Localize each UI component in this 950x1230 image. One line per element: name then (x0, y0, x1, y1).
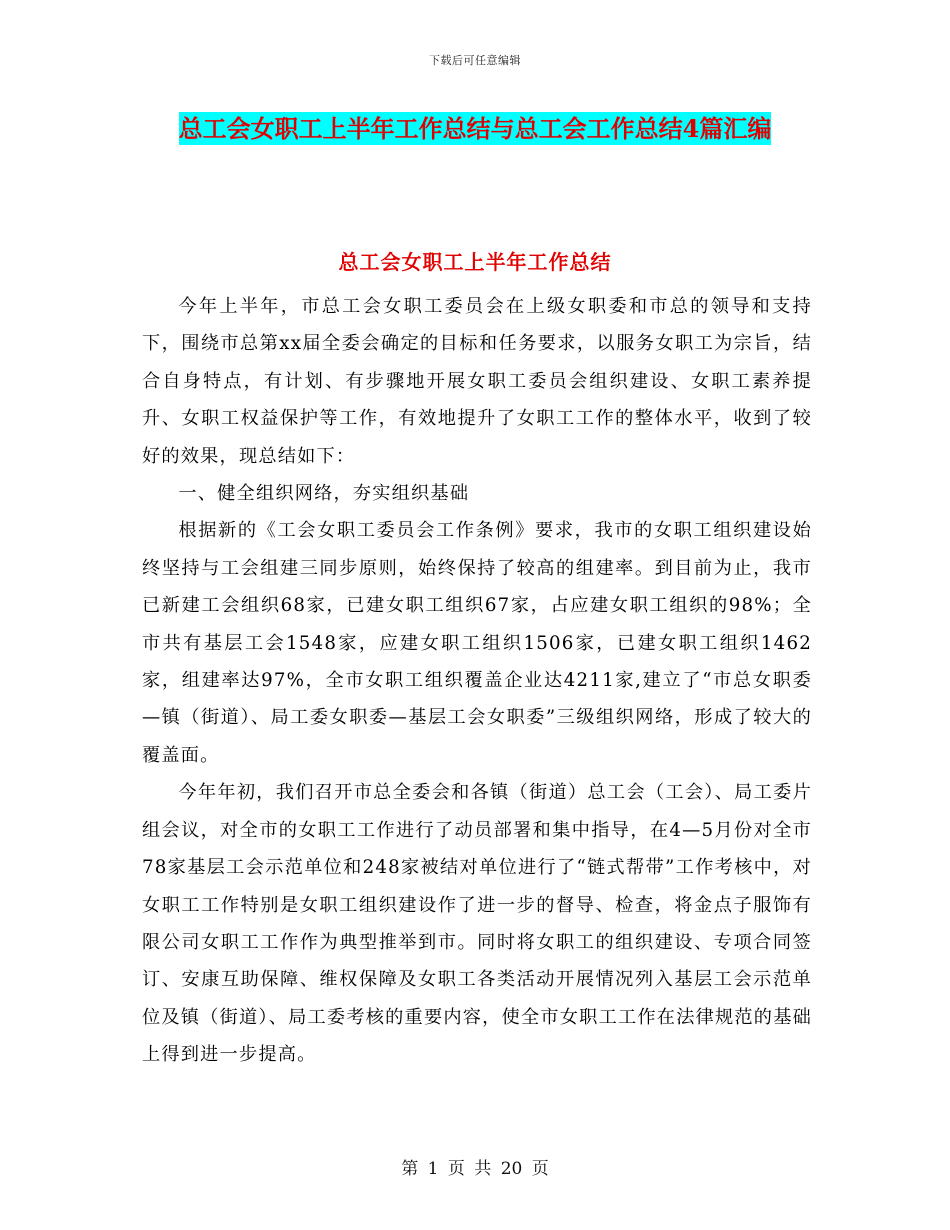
header-note: 下载后可任意编辑 (429, 54, 521, 67)
document-title (140, 106, 810, 152)
document-body (142, 288, 812, 1074)
paragraph-meeting: 今年年初，我们召开市总全委会和各镇（街道）总工会（工会）、局工委片组会议，对全市的女职工工作进行了动员部署和集中指导，在4—5月份对全市78家基层工会示范单位和248家被结对单位进行了“链式帮带”工作考核中，对女职工工作特别是女职工组织建设作了进一步的督导、检查，将金点子服饰有限公司女职工工作作为典型推举到市。同时将女职工的组织建设、专项合同签订、安康互助保障、维权保障及女职工各类活动开展情况列入基层工会示范单位及镇（街道）、局工委考核的重要内容，使全市女职工工作在法律规范的基础上得到进一步提高。 (142, 782, 812, 1066)
document-title-text: 总工会女职工上半年工作总结与总工会工作总结4篇汇编 (178, 114, 772, 143)
section-title: 总工会女职工上半年工作总结 (338, 250, 612, 274)
paragraph-heading-1: 一、健全组织网络，夯实组织基础 (178, 483, 470, 505)
paragraph-intro: 今年上半年，市总工会女职工委员会在上级女职委和市总的领导和支持下，围绕市总第xx届全委会确定的目标和任务要求，以服务女职工为宗旨，结合自身特点，有计划、有步骤地开展女职工委员会组织建设、女职工素养提升、女职工权益保护等工作，有效地提升了女职工工作的整体水平，收到了较好的效果，现总结如下： (142, 296, 812, 467)
paragraph-organization: 根据新的《工会女职工委员会工作条例》要求，我市的女职工组织建设始终坚持与工会组建三同步原则，始终保持了较高的组建率。到目前为止，我市已新建工会组织68家，已建女职工组织67家，占应建女职工组织的98%；全市共有基层工会1548家，应建女职工组织1506家，已建女职工组织1462家，组建率达97%，全市女职工组织覆盖企业达4211家,建立了“市总女职委—镇（街道）、局工委女职委—基层工会女职委”三级组织网络，形成了较大的覆盖面。 (142, 520, 812, 766)
page-indicator: 第 1 页 共 20 页 (401, 1159, 549, 1179)
